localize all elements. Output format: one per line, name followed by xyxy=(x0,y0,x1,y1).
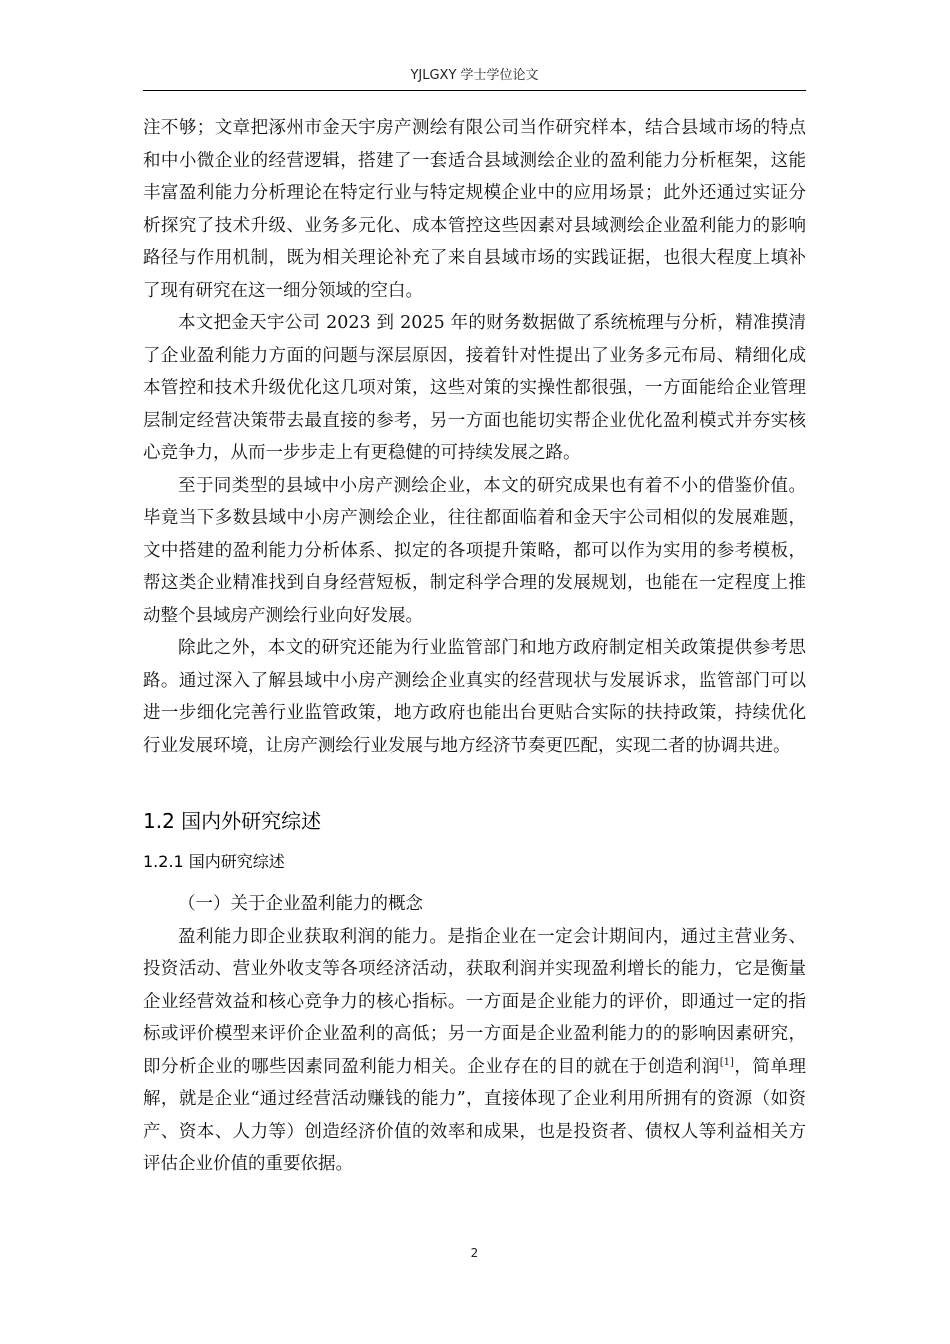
paragraph-definition xyxy=(143,921,806,1181)
body-text xyxy=(143,112,806,1181)
definition-text-before-citation: 盈利能力即企业获取利润的能力。是指企业在一定会计期间内，通过主营业务、投资活动、营业外收支等各项经济活动，获取利润并实现盈利增长的能力，它是衡量企业经营效益和核心竞争力的核心指标。一方面是企业能力的评价，即通过一定的指标或评价模型来评价企业盈利的高低；另一方面是企业盈利能力的的影响因素研究，即分析企业的哪些因素同盈利能力相关。企业存在的目的就在于创造利润 xyxy=(143,926,806,1077)
section-heading: 1.2 国内外研究综述 xyxy=(143,809,322,833)
citation-mark: [1] xyxy=(719,1056,734,1068)
paragraph-practical-significance: 本文把金天宇公司 2023 到 2025 年的财务数据做了系统梳理与分析，精准摸清了企业盈利能力方面的问题与深层原因，接着针对性提出了业务多元布局、精细化成本管控和技术升级优化这几项对策，这些对策的实操性都很强，一方面能给企业管理层制定经营决策带去最直接的参考，另一方面也能切实帮企业优化盈利模式并夯实核心竞争力，从而一步步走上有更稳健的可持续发展之路。 xyxy=(143,313,806,463)
running-header: YJLGXY 学士学位论文 xyxy=(410,68,539,83)
paragraph-policy-value: 除此之外，本文的研究还能为行业监管部门和地方政府制定相关政策提供参考思路。通过深入了解县域中小房产测绘企业真实的经营现状与发展诉求，监管部门可以进一步细化完善行业监管政策，地方政府也能出台更贴合实际的扶持政策，持续优化行业发展环境，让房产测绘行业发展与地方经济节奏更匹配，实现二者的协调共进。 xyxy=(143,638,806,756)
item-heading: （一）关于企业盈利能力的概念 xyxy=(178,894,423,914)
page-number: 2 xyxy=(470,1246,479,1260)
subsection-heading: 1.2.1 国内研究综述 xyxy=(143,852,285,871)
definition-text-after-citation: ，简单理解，就是企业“通过经营活动赚钱的能力”，直接体现了企业利用所拥有的资源（如资产、资本、人力等）创造经济价值的效率和成果，也是投资者、债权人等利益相关方评估企业价值的重要依据。 xyxy=(143,1056,806,1174)
paragraph-continuation: 注不够；文章把涿州市金天宇房产测绘有限公司当作研究样本，结合县域市场的特点和中小微企业的经营逻辑，搭建了一套适合县域测绘企业的盈利能力分析框架，这能丰富盈利能力分析理论在特定行业与特定规模企业中的应用场景；此外还通过实证分析探究了技术升级、业务多元化、成本管控这些因素对县域测绘企业盈利能力的影响路径与作用机制，既为相关理论补充了来自县域市场的实践证据，也很大程度上填补了现有研究在这一细分领域的空白。 xyxy=(143,118,806,301)
header-rule xyxy=(143,90,806,91)
paragraph-reference-value: 至于同类型的县域中小房产测绘企业，本文的研究成果也有着不小的借鉴价值。毕竟当下多数县域中小房产测绘企业，往往都面临着和金天宇公司相似的发展难题，文中搭建的盈利能力分析体系、拟定的各项提升策略，都可以作为实用的参考模板，帮这类企业精准找到自身经营短板，制定科学合理的发展规划，也能在一定程度上推动整个县域房产测绘行业向好发展。 xyxy=(143,475,806,626)
